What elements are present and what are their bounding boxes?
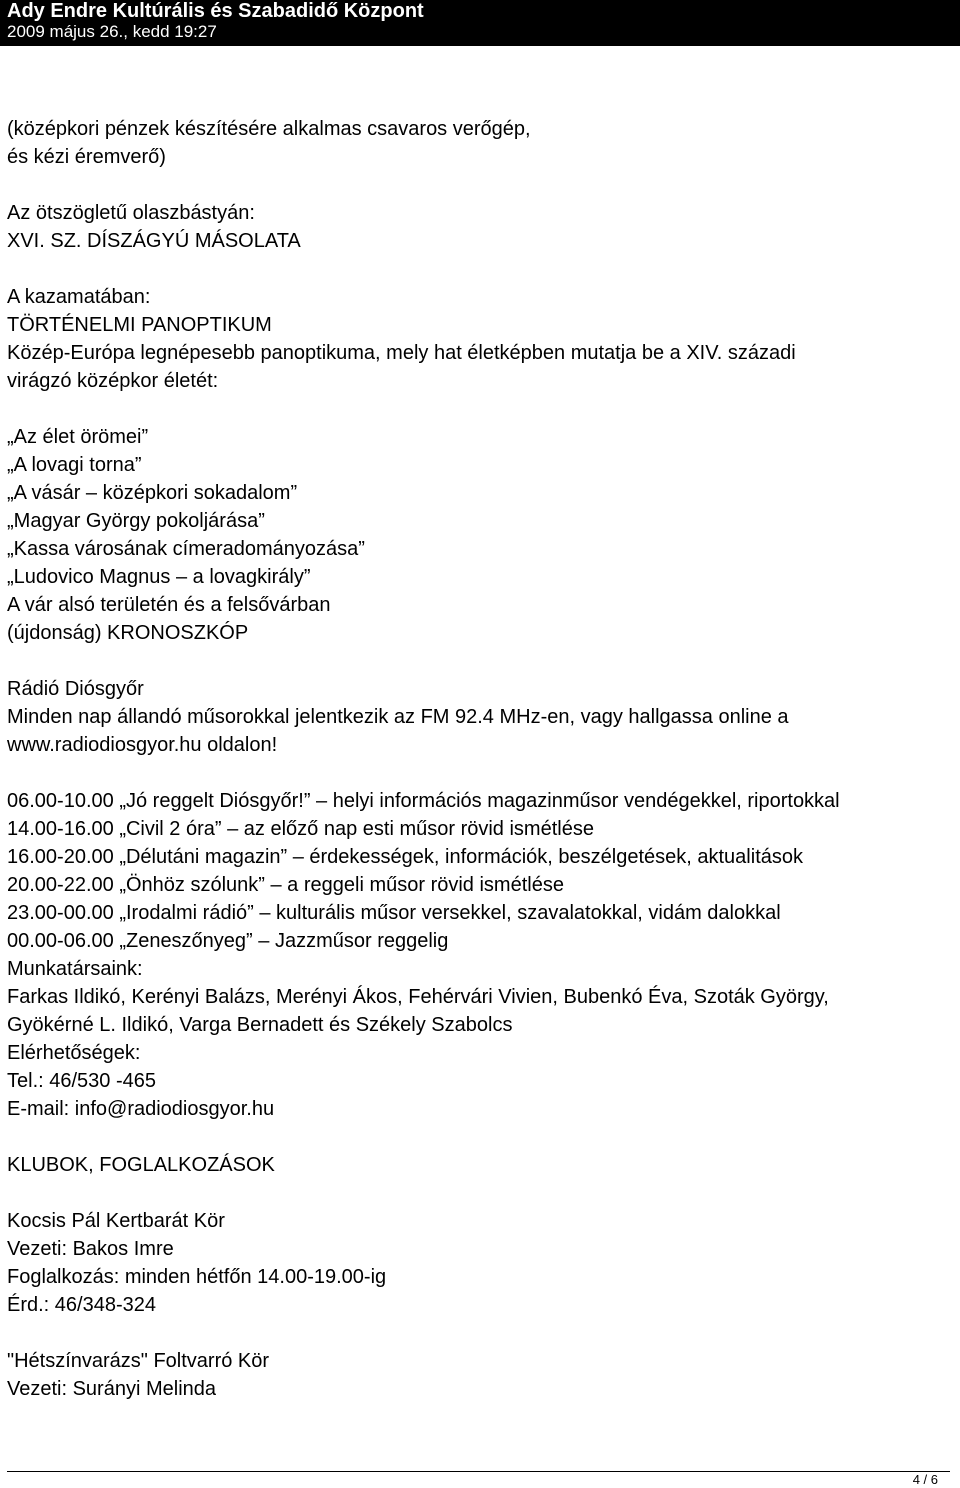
text-line: Tel.: 46/530 -465 [7, 1070, 156, 1092]
text-line: „A lovagi torna” [7, 454, 142, 476]
text-line: 06.00-10.00 „Jó reggelt Diósgyőr!” – helyi információs magazinműsor vendégekkel, riportokkal [7, 790, 840, 812]
header-date: 2009 május 26., kedd 19:27 [7, 22, 217, 41]
text-line: 00.00-06.00 „Zeneszőnyeg” – Jazzműsor reggelig [7, 930, 449, 952]
text-line: 20.00-22.00 „Önhöz szólunk” – a reggeli műsor rövid ismétlése [7, 874, 564, 896]
text-line: „Kassa városának címeradományozása” [7, 538, 365, 560]
text-line: E-mail: info@radiodiosgyor.hu [7, 1098, 275, 1120]
text-line: Vezeti: Surányi Melinda [7, 1378, 217, 1400]
text-line: 23.00-00.00 „Irodalmi rádió” – kulturális műsor versekkel, szavalatokkal, vidám dalokkal [7, 902, 781, 924]
text-line: TÖRTÉNELMI PANOPTIKUM [7, 314, 272, 336]
text-line: (középkori pénzek készítésére alkalmas csavaros verőgép, [7, 118, 531, 140]
text-line: 16.00-20.00 „Délutáni magazin” – érdekességek, információk, beszélgetések, aktualitások [7, 846, 803, 868]
text-line: Farkas Ildikó, Kerényi Balázs, Merényi Ákos, Fehérvári Vivien, Bubenkó Éva, Szoták György, [7, 986, 829, 1008]
text-line: A kazamatában: [7, 286, 151, 308]
text-line: Kocsis Pál Kertbarát Kör [7, 1210, 225, 1232]
footer-divider [7, 1471, 950, 1472]
blank-line [7, 1319, 952, 1347]
text-line: Közép-Európa legnépesebb panoptikuma, mely hat életképben mutatja be a XIV. századi [7, 342, 796, 364]
text-line: és kézi éremverő) [7, 146, 166, 168]
text-line: Foglalkozás: minden hétfőn 14.00-19.00-ig [7, 1266, 387, 1288]
text-line: KLUBOK, FOGLALKOZÁSOK [7, 1154, 275, 1176]
text-line: Munkatársaink: [7, 958, 143, 980]
text-line: Gyökérné L. Ildikó, Varga Bernadett és Székely Szabolcs [7, 1014, 513, 1036]
blank-line [7, 395, 952, 423]
document-body [7, 115, 952, 1403]
blank-line [7, 1123, 952, 1151]
text-line: „Magyar György pokoljárása” [7, 510, 265, 532]
blank-line [7, 171, 952, 199]
text-line: Az ötszögletű olaszbástyán: [7, 202, 255, 224]
text-line: 14.00-16.00 „Civil 2 óra” – az előző nap esti műsor rövid ismétlése [7, 818, 594, 840]
text-line: Rádió Diósgyőr [7, 678, 144, 700]
text-line: „Az élet örömei” [7, 426, 149, 448]
text-line: (újdonság) KRONOSZKÓP [7, 622, 249, 644]
text-line: www.radiodiosgyor.hu oldalon! [7, 734, 278, 756]
text-line: virágzó középkor életét: [7, 370, 219, 392]
page-header [0, 0, 960, 46]
blank-line [7, 1179, 952, 1207]
text-line: A vár alsó területén és a felsővárban [7, 594, 331, 616]
text-line: Elérhetőségek: [7, 1042, 141, 1064]
page-number: 4 / 6 [912, 1472, 938, 1487]
text-line: Vezeti: Bakos Imre [7, 1238, 174, 1260]
blank-line [7, 647, 952, 675]
text-line: "Hétszínvarázs" Foltvarró Kör [7, 1350, 270, 1372]
text-line: Érd.: 46/348-324 [7, 1294, 156, 1316]
blank-line [7, 255, 952, 283]
header-title: Ady Endre Kultúrális és Szabadidő Központ [7, 0, 424, 22]
blank-line [7, 759, 952, 787]
text-line: „A vásár – középkori sokadalom” [7, 482, 298, 504]
text-line: „Ludovico Magnus – a lovagkirály” [7, 566, 311, 588]
text-line: XVI. SZ. DÍSZÁGYÚ MÁSOLATA [7, 230, 301, 252]
text-line: Minden nap állandó műsorokkal jelentkezik az FM 92.4 MHz-en, vagy hallgassa online a [7, 706, 789, 728]
